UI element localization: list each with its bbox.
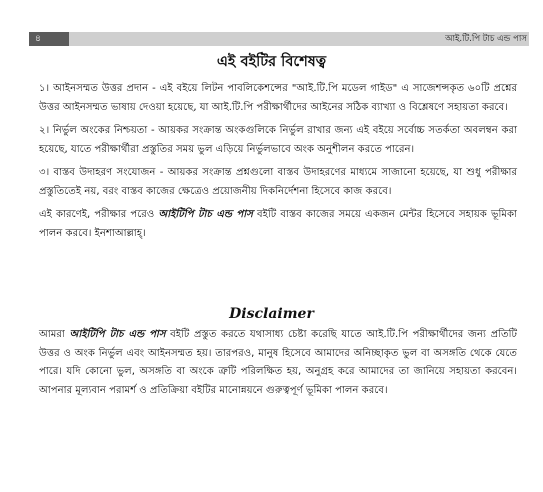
brand-name: আইটিপি টাচ এন্ড পাস <box>158 209 253 220</box>
closing-text-end: বইটি বাস্তব কাজের সময়ে একজন মেন্টর হিসেবে সহায়ক ভূমিকা পালন করবে। ইনশাআল্লাহ্। <box>39 209 517 239</box>
closing-paragraph <box>39 206 517 243</box>
disclaimer-title: Disclaimer <box>229 306 314 322</box>
disclaimer-text-start: আমরা <box>39 329 70 340</box>
closing-text-start: এই কারণেই, পরীক্ষার পরেও <box>39 209 159 220</box>
disclaimer-text-end: বইটি প্রস্তুত করতে যথাসাধ্য চেষ্টা করেছি যাতে আই.টি.পি পরীক্ষার্থীদের জন্য প্রতিটি উত্তর ও অংক নির্ভুল এবং আইনসম্মত হয়। তারপরও, মানুষ হিসেবে আমাদের অনিচ্ছাকৃত ভুল বা অসঙ্গতি থেকে যেতে পারে। যদি কোনো ভুল, অসঙ্গতি বা অংকে ত্রুটি পরিলক্ষিত হয়, অনুগ্রহ করে আমাদের তা জানিয়ে সহায়তা করবেন। আপনার মূল্যবান পরামর্শ ও প্রতিক্রিয়া বইটির মানোন্নয়নে গুরুত্বপূর্ণ ভূমিকা পালন করবে। <box>39 329 517 396</box>
disclaimer-brand-name: আইটিপি টাচ এন্ড পাস <box>69 329 166 340</box>
features-section <box>39 80 517 248</box>
running-title: আই.টি.পি টাচ এন্ড পাস <box>445 34 527 44</box>
disclaimer-paragraph <box>39 326 517 400</box>
page-number: ৪ <box>29 32 69 46</box>
section-title: এই বইটির বিশেষত্ব <box>216 54 327 70</box>
feature-point-2: ২। নির্ভুল অংকের নিশ্চয়তা - আয়কর সংক্রান্ত অংকগুলিকে নির্ভুল রাখার জন্য এই বইয়ে সর্বোচ্চ সতর্কতা অবলম্বন করা হয়েছে, যাতে পরীক্ষার্থীরা প্রস্তুতির সময় ভুল এড়িয়ে নির্ভুলভাবে অংক অনুশীলন করতে পারেন। <box>39 125 517 155</box>
feature-point-1: ১। আইনসম্মত উত্তর প্রদান - এই বইয়ে লিটন পাবলিকেশন্সের "আই.টি.পি মডেল গাইড" এ সাজেশন্সকৃত ৬০টি প্রশ্নের উত্তর আইনসম্মত ভাষায় দেওয়া হয়েছে, যা আই.টি.পি পরীক্ষার্থীদের আইনের সঠিক ব্যাখ্যা ও বিশ্লেষণে সহায়তা করবে। <box>39 83 517 113</box>
feature-point-3: ৩। বাস্তব উদাহরণ সংযোজন - আয়কর সংক্রান্ত প্রশ্নগুলো বাস্তব উদাহরণের মাধ্যমে সাজানো হয়েছে, যা শুধু পরীক্ষার প্রস্তুতিতেই নয়, বরং বাস্তব কাজের ক্ষেত্রেও প্রয়োজনীয় দিকনির্দেশনা হিসেবে কাজ করবে। <box>39 167 517 197</box>
